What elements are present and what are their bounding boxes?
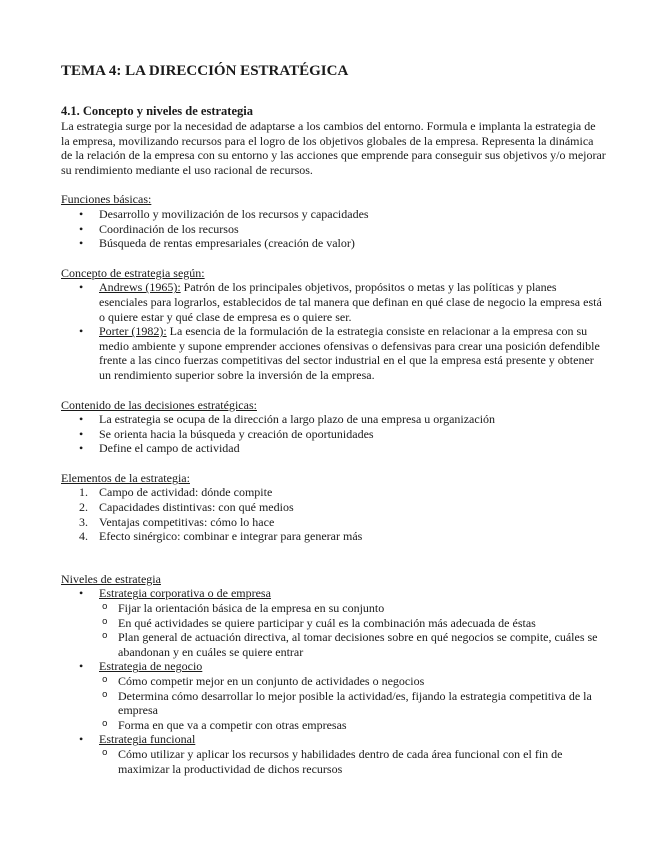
item-number: 2. bbox=[79, 500, 88, 515]
list-item bbox=[61, 529, 606, 544]
niveles-list bbox=[61, 586, 606, 776]
page-title: TEMA 4: LA DIRECCIÓN ESTRATÉGICA bbox=[61, 63, 349, 79]
item-number: 4. bbox=[79, 529, 88, 544]
sublist-item: o Cómo competir mejor en un conjunto de actividades o negocios bbox=[61, 674, 606, 689]
sublist bbox=[61, 674, 606, 732]
contenido-list bbox=[61, 412, 606, 456]
sublist-item: o Cómo utilizar y aplicar los recursos y habilidades dentro de cada área funcional con el fin de maximizar la productividad de dichos recursos bbox=[61, 747, 606, 776]
list-item: • Desarrollo y movilización de los recursos y capacidades bbox=[61, 207, 606, 222]
list-item bbox=[61, 586, 606, 659]
elementos-list bbox=[61, 485, 606, 543]
sublist-item: o Fijar la orientación básica de la empresa en su conjunto bbox=[61, 601, 606, 616]
list-item: • Define el campo de actividad bbox=[61, 441, 606, 456]
list-item bbox=[61, 324, 606, 382]
niveles-title: Niveles de estrategia bbox=[61, 571, 161, 586]
item-text: Ventajas competitivas: cómo lo hace bbox=[99, 514, 275, 529]
list-item: • Se orienta hacia la búsqueda y creación de oportunidades bbox=[61, 427, 606, 442]
author-label: Porter (1982): bbox=[99, 324, 167, 339]
list-item bbox=[61, 659, 606, 732]
funciones-list bbox=[61, 207, 606, 251]
item-number: 3. bbox=[79, 514, 88, 529]
nivel-label: Estrategia funcional bbox=[99, 732, 196, 747]
nivel-label: Estrategia corporativa o de empresa bbox=[99, 586, 271, 601]
sublist-item: o Determina cómo desarrollar lo mejor posible la actividad/es, fijando la estrategia competitiva de la empresa bbox=[61, 689, 606, 718]
list-item: • Coordinación de los recursos bbox=[61, 222, 606, 237]
item-text: Capacidades distintivas: con qué medios bbox=[99, 500, 294, 515]
funciones-title: Funciones básicas: bbox=[61, 192, 152, 207]
list-item: • Búsqueda de rentas empresariales (creación de valor) bbox=[61, 236, 606, 251]
list-item: • La estrategia se ocupa de la dirección a largo plazo de una empresa u organización bbox=[61, 412, 606, 427]
list-item bbox=[61, 515, 606, 530]
author-label: Andrews (1965): bbox=[99, 280, 181, 295]
item-number: 1. bbox=[79, 485, 88, 500]
document-page bbox=[61, 62, 606, 776]
item-text: Efecto sinérgico: combinar e integrar para generar más bbox=[99, 529, 363, 544]
nivel-label: Estrategia de negocio bbox=[99, 659, 203, 674]
author-text: La esencia de la formulación de la estrategia consiste en relacionar a la empresa con su medio ambiente y supone emprender acciones ofensivas o defensivas para crear una posición defendible frente a las cinco fuerzas competitivas del sector industrial en el que la empresa está presente y obtener un rendimiento superior sobre la inversión de la empresa. bbox=[99, 324, 600, 382]
concepto-list bbox=[61, 280, 606, 382]
list-item bbox=[61, 500, 606, 515]
concepto-title: Concepto de estrategia según: bbox=[61, 265, 205, 280]
spacer bbox=[61, 544, 606, 572]
sublist bbox=[61, 747, 606, 776]
contenido-title: Contenido de las decisiones estratégicas: bbox=[61, 397, 257, 412]
list-item bbox=[61, 485, 606, 500]
sublist-item: o Forma en que va a competir con otras empresas bbox=[61, 718, 606, 733]
sublist bbox=[61, 601, 606, 659]
sublist-item: o En qué actividades se quiere participar y cuál es la combinación más adecuada de éstas bbox=[61, 616, 606, 631]
item-text: Campo de actividad: dónde compite bbox=[99, 485, 273, 500]
elementos-title: Elementos de la estrategia: bbox=[61, 470, 190, 485]
list-item bbox=[61, 280, 606, 324]
sublist-item: o Plan general de actuación directiva, al tomar decisiones sobre en qué negocios se compite, cuáles se abandonan y en cuáles se quiere entrar bbox=[61, 630, 606, 659]
list-item bbox=[61, 732, 606, 776]
section-heading: 4.1. Concepto y niveles de estrategia bbox=[61, 104, 253, 118]
section-intro: La estrategia surge por la necesidad de adaptarse a los cambios del entorno. Formula e implanta la estrategia de la empresa, movilizando recursos para el logro de los objetivos globales de la empresa. Representa la dinámica de la relación de la empresa con su entorno y las acciones que emprende para conseguir sus objetivos y/o mejorar su rendimiento mediante el uso racional de recursos. bbox=[61, 119, 606, 177]
author-text: Patrón de los principales objetivos, propósitos o metas y las políticas y planes esenciales para lograrlos, establecidos de tal manera que definan en qué clase de negocio la empresa está o quiere estar y qué clase de empresa es o quiere ser. bbox=[99, 280, 602, 324]
